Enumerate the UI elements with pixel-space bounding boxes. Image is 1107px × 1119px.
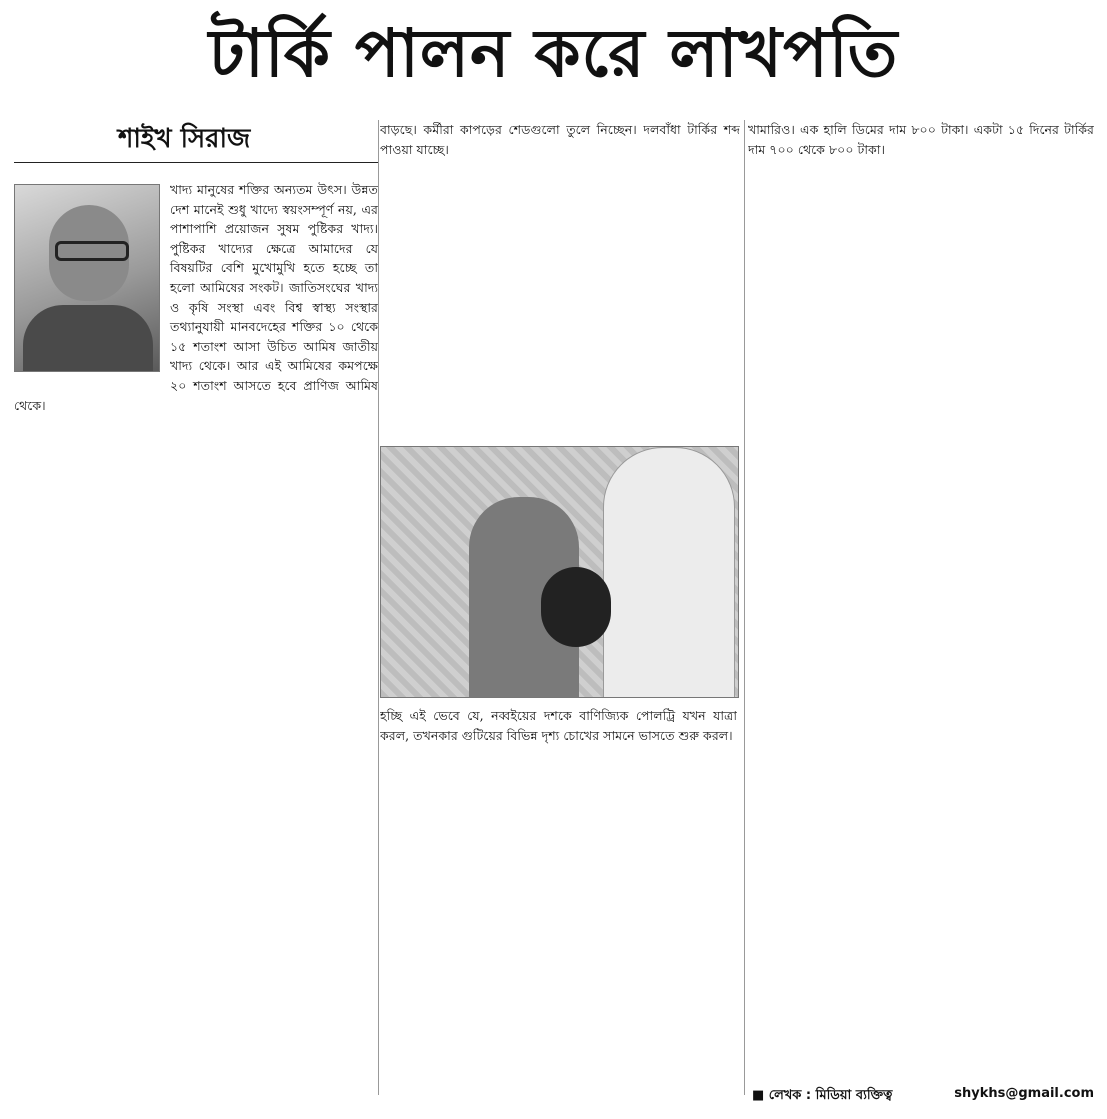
article-column-2-lower — [380, 706, 737, 1092]
headline: টার্কি পালন করে লাখপতি — [208, 15, 899, 92]
column-1-text: খাদ্য মানুষের শক্তির অন্যতম উৎস। উন্নত দেশ মানেই শুধু খাদ্যে স্বয়ংসম্পূর্ণ নয়, এর পাশাপাশি প্রয়োজন সুষম পুষ্টিকর খাদ্য। পুষ্টিকর খাদ্যের ক্ষেত্রে আমাদের যে বিষয়টির বেশি মুখোমুখি হতে হচ্ছে তা হলো আমিষের সংকট। জাতিসংঘের খাদ্য ও কৃষি সংস্থা এবং বিশ্ব স্বাস্থ্য সংস্থার তথ্যানুযায়ী মানবদেহের শক্তির ১০ থেকে ১৫ শতাংশ আসা উচিত আমিষ জাতীয় খাদ্য থেকে। আর এই আমিষের কমপক্ষে ২০ শতাংশ আসতে হবে প্রাণিজ আমিষ থেকে। — [14, 182, 378, 413]
column-3-text: খামারিও। এক হালি ডিমের দাম ৮০০ টাকা। একটা ১৫ দিনের টার্কির দাম ৭০০ থেকে ৮০০ টাকা। — [748, 122, 1094, 157]
turkey-figure — [541, 567, 611, 647]
author-portrait — [14, 184, 160, 372]
author-credit: ■ লেখক : মিডিয়া ব্যক্তিত্ব — [752, 1088, 893, 1103]
column-divider — [744, 120, 745, 1095]
byline-divider — [14, 162, 378, 163]
article-column-2 — [380, 120, 740, 440]
article-column-1 — [14, 180, 378, 1080]
column-2-lower-text: হচ্ছি এই ভেবে যে, নব্বইয়ের দশকে বাণিজ্যিক পোলট্রি যখন যাত্রা করল, তখনকার গুটিয়ের বিভিন্ন দৃশ্য চোখের সামনে ভাসতে শুরু করল। — [380, 708, 737, 743]
author-email: shykhs@gmail.com — [954, 1086, 1094, 1101]
column-divider — [378, 120, 379, 1095]
article-column-3 — [748, 120, 1094, 1080]
author-footer — [752, 1086, 1094, 1107]
byline: শাইখ সিরাজ — [118, 124, 251, 154]
farm-photo — [380, 446, 739, 698]
column-2-text: বাড়ছে। কর্মীরা কাপড়ের শেডগুলো তুলে নিচ্ছেন। দলবাঁধা টার্কির শব্দ পাওয়া যাচ্ছে। — [380, 122, 740, 157]
